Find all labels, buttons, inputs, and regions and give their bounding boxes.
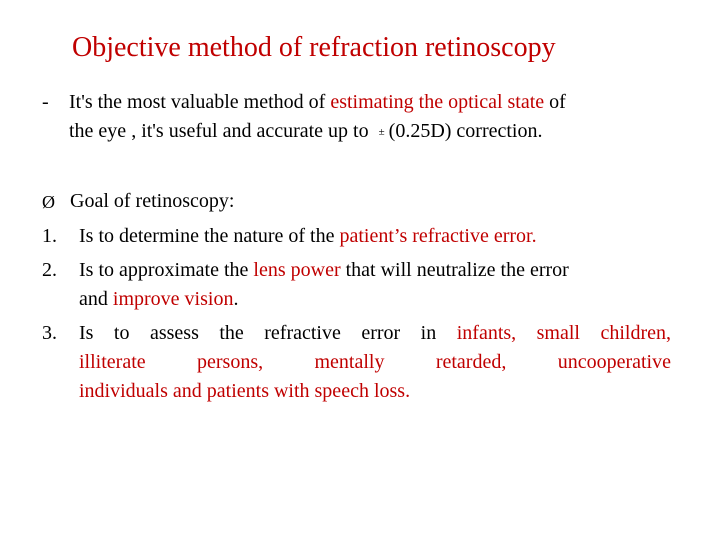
list-item-text-continued: [79, 348, 671, 377]
intro-line-1: It's the most valuable method of estimating the optical state of: [69, 91, 566, 113]
list-item-text-continued: and improve vision.: [79, 288, 239, 310]
list-item-text: Is to assess the refractive error in infants, small children,: [79, 322, 671, 344]
plus-minus-symbol: ±: [378, 126, 385, 138]
goal-label: Goal of retinoscopy:: [70, 190, 235, 212]
list-item-text: Is to approximate the lens power that will neutralize the error: [79, 259, 569, 281]
intro-marker: -: [42, 91, 49, 113]
list-number: 3.: [42, 322, 57, 344]
arrow-bullet-icon: Ø: [42, 192, 55, 212]
highlight-infants-children: infants, small children,: [456, 322, 671, 344]
list-item-text: Is to determine the nature of the patient’s refractive error.: [79, 225, 537, 247]
highlight-refractive-error: patient’s refractive error.: [339, 225, 537, 247]
highlight-lens-power: lens power: [253, 259, 341, 281]
list-number: 2.: [42, 259, 57, 281]
highlight-improve-vision: improve vision: [112, 288, 234, 310]
highlight-optical-state: estimating the optical state: [330, 91, 545, 113]
list-item-text-end: individuals and patients with speech loss.: [79, 380, 411, 402]
highlight-patient-groups: illiterate persons, mentally retarded, uncooperative: [79, 351, 671, 373]
slide-title: Objective method of refraction retinoscopy: [72, 32, 556, 63]
list-number: 1.: [42, 225, 57, 247]
intro-line-2: the eye , it's useful and accurate up to ± (0.25D) correction.: [69, 120, 543, 142]
